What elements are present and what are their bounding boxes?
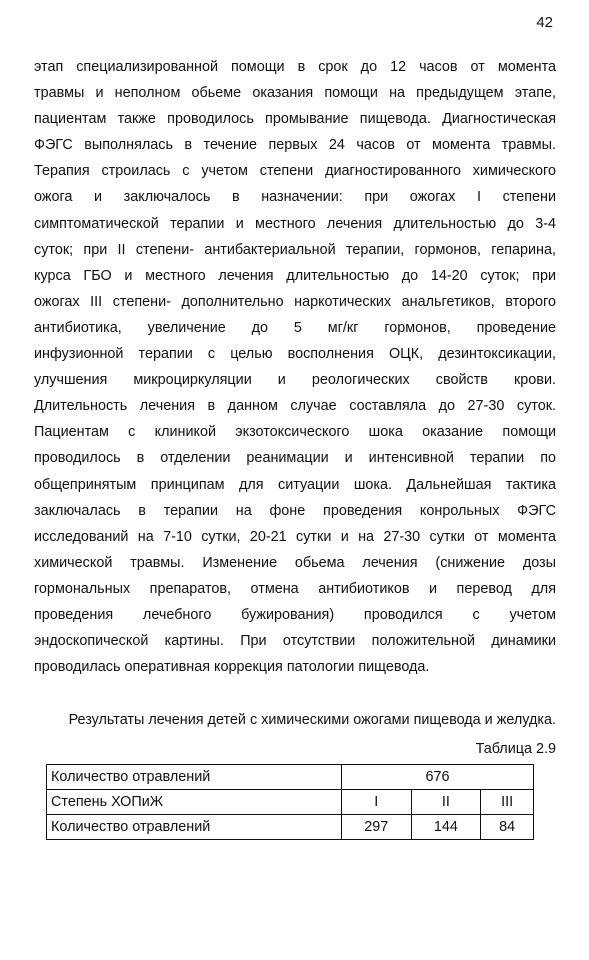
text-line: ожога и заключалось в назначении: при ожогах I степени	[34, 189, 556, 206]
text-line: проводилось в отделении реанимации и интенсивной терапии по	[34, 450, 556, 467]
text-line: исследований на 7-10 сутки, 20-21 сутки и на 27-30 сутки от момента	[34, 528, 556, 545]
text-line: проведения лечебного бужирования) проводился с учетом	[34, 606, 556, 623]
text-line: суток; при II степени- антибактериальной терапии, гормонов, гепарина,	[34, 241, 556, 258]
table-label: Таблица 2.9	[475, 741, 556, 757]
text-line: симптоматической терапии и местного лечения длительностью до 3-4	[34, 215, 556, 232]
text-line: ожогах III степени- дополнительно наркотических анальгетиков, второго	[34, 293, 556, 310]
table-cell-label: Степень ХОПиЖ	[47, 790, 342, 815]
text-line: химической травмы. Изменение обьема лечения (снижение дозы	[34, 554, 556, 571]
table-cell-value: 84	[481, 815, 534, 840]
text-line: гормональных препаратов, отмена антибиотиков и перевод для	[34, 580, 556, 597]
table-cell-value: I	[342, 790, 412, 815]
text-line: общепринятым принципам для ситуации шока. Дальнейшая тактика	[34, 476, 556, 493]
table-cell-value: III	[481, 790, 534, 815]
table-row	[47, 790, 534, 815]
body-paragraph	[34, 54, 556, 680]
text-line: Терапия строилась с учетом степени диагностированного химического	[34, 163, 556, 180]
table-cell-value: 297	[342, 815, 412, 840]
text-line: Пациентам с клиникой экзотоксического шока оказание помощи	[34, 424, 556, 441]
text-line: эндоскопической картины. При отсутствии положительной динамики	[34, 633, 556, 650]
table-row	[47, 815, 534, 840]
table-cell-value: 676	[342, 765, 534, 790]
table-cell-label: Количество отравлений	[47, 765, 342, 790]
text-line: курса ГБО и местного лечения длительностью до 14-20 суток; при	[34, 267, 556, 284]
table-cell-value: 144	[411, 815, 481, 840]
table-row	[47, 765, 534, 790]
text-line: улучшения микроциркуляции и реологических свойств крови.	[34, 372, 556, 389]
results-table	[46, 764, 534, 840]
text-line: пациентам также проводилось промывание пищевода. Диагностическая	[34, 111, 556, 128]
page-number: 42	[536, 14, 553, 31]
text-line: травмы и неполном обьеме оказания помощи на предыдущем этапе,	[34, 85, 556, 102]
text-line: этап специализированной помощи в срок до 12 часов от момента	[34, 59, 556, 75]
text-line: заключалась в терапии на фоне проведения конрольных ФЭГС	[34, 502, 556, 519]
table-cell-value: II	[411, 790, 481, 815]
text-line: антибиотика, увеличение до 5 мг/кг гормонов, проведение	[34, 319, 556, 336]
text-line: Длительность лечения в данном случае составляла до 27-30 суток.	[34, 398, 556, 415]
table-cell-label: Количество отравлений	[47, 815, 342, 840]
text-line: проводилась оперативная коррекция патологии пищевода.	[34, 659, 430, 676]
text-line: ФЭГС выполнялась в течение первых 24 часов от момента травмы.	[34, 137, 556, 154]
text-line: инфузионной терапии с целью восполнения ОЦК, дезинтоксикации,	[34, 346, 556, 363]
table-caption: Результаты лечения детей с химическими ожогами пищевода и желудка.	[68, 712, 556, 728]
